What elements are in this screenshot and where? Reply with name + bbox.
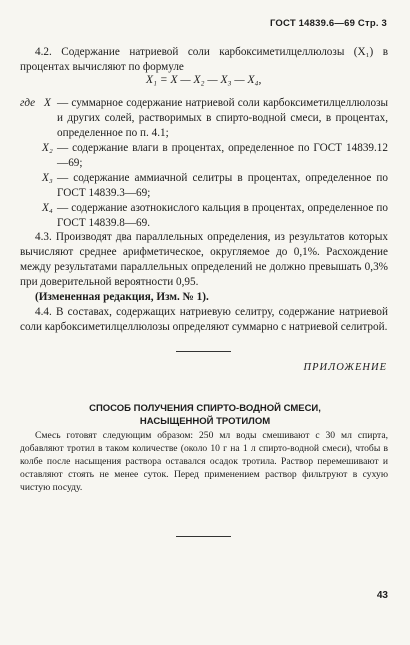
definition-text: — содержание азотнокислого кальция в процентах, определенное по ГОСТ 14839.8—69. [57,202,388,229]
definition-symbol: X₃ [42,172,53,184]
definition-text: — содержание влаги в процентах, определенное по ГОСТ 14839.12—69; [57,142,388,169]
paragraph-4-4: 4.4. В составах, содержащих натриевую селитру, содержание натриевой соли карбоксиметилцеллюлозы определяют суммарно с натриевой селитрой. [20,306,388,333]
appendix-title-line-1: СПОСОБ ПОЛУЧЕНИЯ СПИРТО-ВОДНОЙ СМЕСИ, [89,403,321,414]
appendix-title-line-2: НАСЫЩЕННОЙ ТРОТИЛОМ [139,415,271,427]
divider [176,536,231,537]
definition-symbol: X₂ [42,142,53,154]
appendix-text: Смесь готовят следующим образом: 250 мл воды смешивают с 30 мл спирта, добавляют тротил в таком количестве (около 10 г на 1 л спирто-водной смеси), чтобы в колбе после насыщения раствора оставался осадок тротила. Раствор перемешивают и оставляют стоять не менее суток. Перед применением раствор фильтруют в сухую чистую посуду. [20,430,388,493]
definition-symbol: X₄ [42,202,53,214]
definition-text: — содержание аммиачной селитры в процентах, определенное по ГОСТ 14839.3—69; [57,172,388,199]
page-header: ГОСТ 14839.6—69 Стр. 3 [269,18,387,29]
paragraph-4-3: 4.3. Производят два параллельных определения, из результатов которых вычисляют среднее арифметическое, округляемое до 0,1%. Расхождение между результатами параллельных определений не должно превышать 0,3% при доверительной вероятности 0,95. [20,231,388,288]
amendment-note: (Измененная редакция, Изм. № 1). [35,291,209,303]
definition-symbol: X [44,97,51,109]
formula: X₁ = X — X₂ — X₃ — X₄, [146,74,262,86]
paragraph-4-2: 4.2. Содержание натриевой соли карбоксиметилцеллюлозы (X₁) в процентах вычисляют по формуле [20,46,388,73]
page-number: 43 [376,590,388,601]
appendix-title [60,403,350,428]
definition-prefix: где [20,97,36,109]
appendix-label: ПРИЛОЖЕНИЕ [303,362,387,373]
divider [176,351,231,352]
definition-text: — суммарное содержание натриевой соли карбоксиметилцеллюлозы и других солей, растворимых в спирто-водной смеси, в процентах, определенное по п. 4.1; [57,97,388,139]
